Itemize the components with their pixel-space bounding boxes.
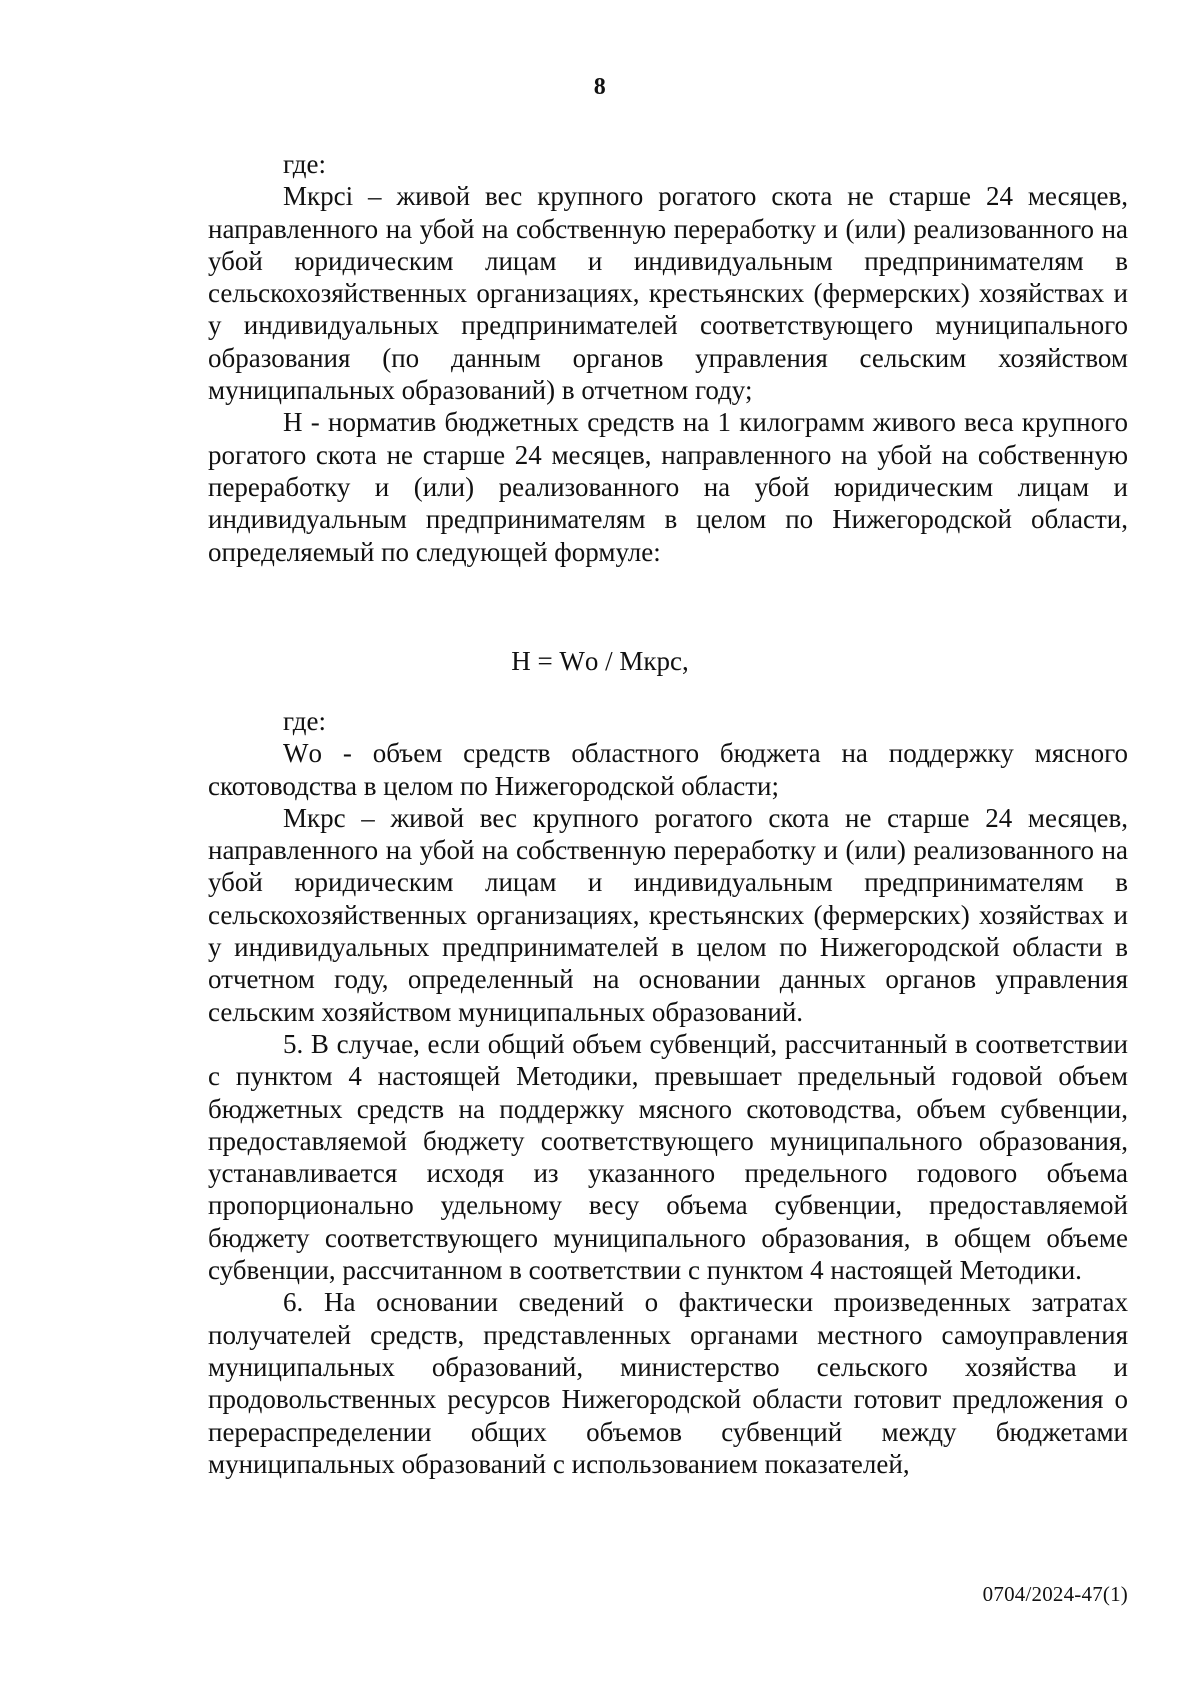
definition-n: Н - норматив бюджетных средств на 1 килограмм живого веса крупного рогатого скота не старше 24 месяцев, направленного на убой на собственную переработку и (или) реализованного на убой юридическим лицам и индивидуальным предпринимателям в целом по Нижегородской области, определяемый по следующей формуле:	[208, 407, 1128, 567]
top-text-block	[208, 148, 1128, 568]
document-code: 0704/2024-47(1)	[982, 1582, 1128, 1606]
formula: Н = Wо / Мкрс,	[511, 646, 689, 676]
definition-wo: Wо - объем средств областного бюджета на поддержку мясного скотоводства в целом по Нижегородской области;	[208, 738, 1128, 801]
bottom-text-block	[208, 705, 1128, 1480]
paragraph-5: 5. В случае, если общий объем субвенций, рассчитанный в соответствии с пунктом 4 настоящей Методики, превышает предельный годовой объем бюджетных средств на поддержку мясного скотоводства, объем субвенции, предоставляемой бюджету соответствующего муниципального образования, устанавливается исходя из указанного предельного годового объема пропорционально удельному весу объема субвенции, предоставляемой бюджету соответствующего муниципального образования, в общем объеме субвенции, рассчитанном в соответствии с пунктом 4 настоящей Методики.	[208, 1028, 1128, 1286]
page-number: 8	[593, 74, 607, 100]
definition-mkrsi: Мкрсi – живой вес крупного рогатого скота не старше 24 месяцев, направленного на убой на собственную переработку и (или) реализованного на убой юридическим лицам и индивидуальным предпринимателям в сельскохозяйственных организациях, крестьянских (фермерских) хозяйствах и у индивидуальных предпринимателей соответствующего муниципального образования (по данным органов управления сельским хозяйством муниципальных образований) в отчетном году;	[208, 181, 1128, 406]
where-label: где:	[283, 149, 326, 179]
paragraph-6: 6. На основании сведений о фактически произведенных затратах получателей средств, представленных органами местного самоуправления муниципальных образований, министерство сельского хозяйства и продовольственных ресурсов Нижегородской области готовит предложения о перераспределении общих объемов субвенций между бюджетами муниципальных образований с использованием показателей,	[208, 1287, 1128, 1479]
where-label: где:	[283, 706, 326, 736]
definition-mkrs: Мкрс – живой вес крупного рогатого скота не старше 24 месяцев, направленного на убой на собственную переработку и (или) реализованного на убой юридическим лицам и индивидуальным предпринимателям в сельскохозяйственных организациях, крестьянских (фермерских) хозяйствах и у индивидуальных предпринимателей в целом по Нижегородской области в отчетном году, определенный на основании данных органов управления сельским хозяйством муниципальных образований.	[208, 802, 1128, 1027]
